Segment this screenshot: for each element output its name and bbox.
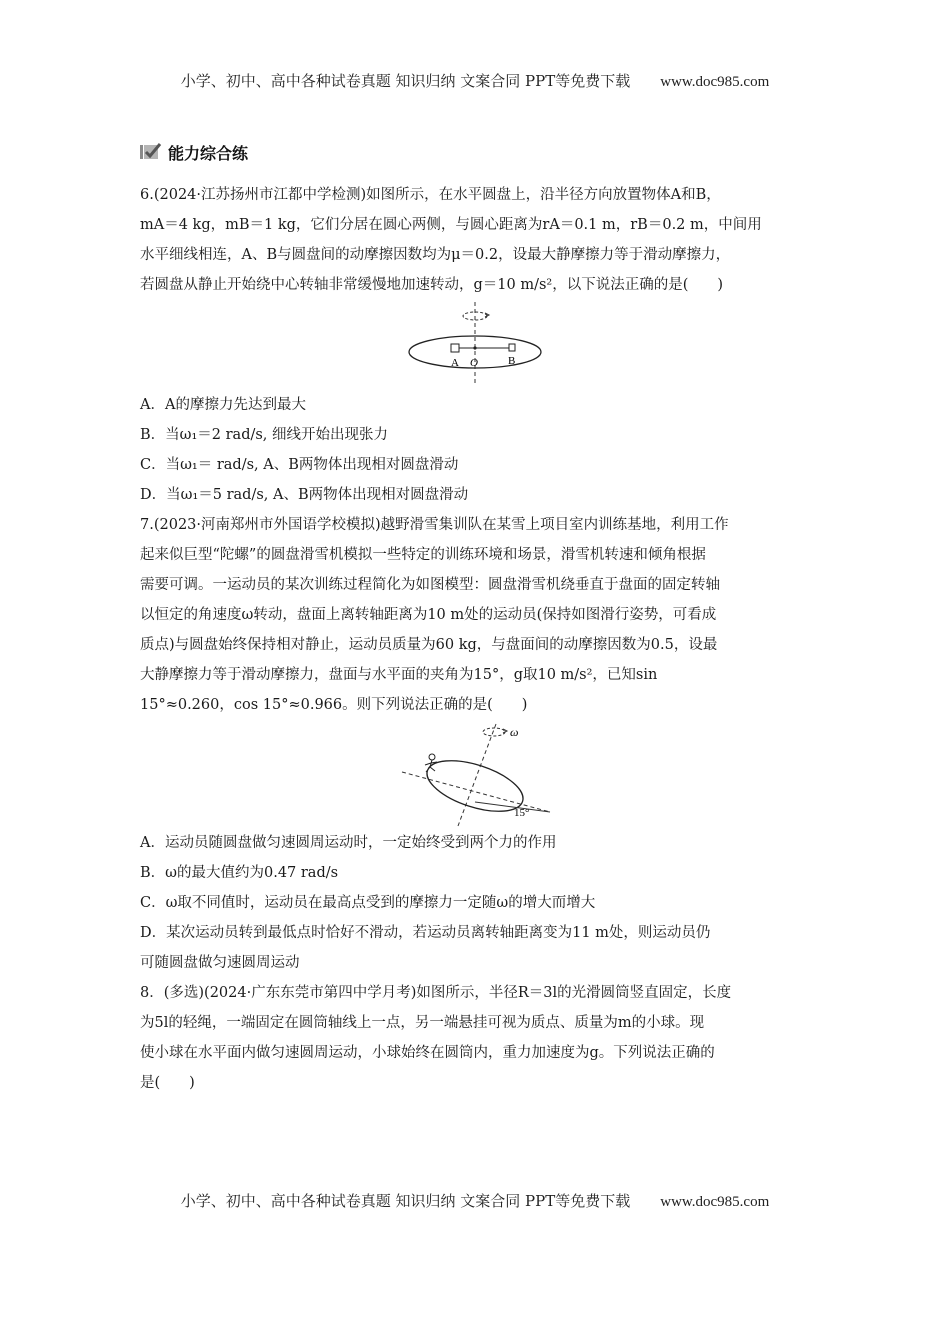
q7-stem-line: 7.(2023·河南郑州市外国语学校模拟)越野滑雪集训队在某雪上项目室内训练基地，利用工作	[140, 517, 729, 533]
center-point	[473, 346, 476, 349]
banner-text: 小学、初中、高中各种试卷真题 知识归纳 文案合同 PPT等免费下载	[180, 1192, 631, 1210]
banner-url[interactable]: www.doc985.com	[660, 74, 770, 90]
block-a	[451, 344, 459, 352]
q7-option-c: C．ω取不同值时，运动员在最高点受到的摩擦力一定随ω的增大而增大	[140, 895, 596, 911]
q6-option-a: A．A的摩擦力先达到最大	[140, 397, 306, 413]
q6-stem-line: 水平细线相连，A、B与圆盘间的动摩擦因数均为μ＝0.2，设最大静摩擦力等于滑动摩擦力，	[140, 247, 731, 263]
omega-label: ω	[510, 725, 519, 739]
question-8	[140, 978, 820, 1098]
q7-stem-line: 质点)与圆盘始终保持相对静止，运动员质量为60 kg，与盘面间的动摩擦因数为0.5，设最	[140, 637, 718, 653]
section-title: 能力综合练	[168, 143, 249, 163]
q7-stem-line: 需要可调。一运动员的某次训练过程简化为如图模型：圆盘滑雪机绕垂直于盘面的固定转轴	[140, 577, 720, 593]
q6-stem-line: 6.(2024·江苏扬州市江都中学检测)如图所示，在水平圆盘上，沿半径方向放置物体A和B，	[140, 187, 721, 203]
q7-stem-line: 大静摩擦力等于滑动摩擦力，盘面与水平面的夹角为15°，g取10 m/s²，已知sin	[140, 667, 658, 683]
q7-option-b: B．ω的最大值约为0.47 rad/s	[140, 865, 339, 881]
block-b	[509, 344, 515, 351]
ski-disk-figure	[140, 720, 820, 828]
angle-label: 15°	[514, 807, 530, 819]
checkmark-icon	[140, 142, 162, 162]
q7-stem-line: 15°≈0.260，cos 15°≈0.966。则下列说法正确的是( )	[140, 697, 528, 713]
q7-option-a: A．运动员随圆盘做匀速圆周运动时，一定始终受到两个力的作用	[140, 835, 557, 851]
q8-stem-line: 8．(多选)(2024·广东东莞市第四中学月考)如图所示，半径R＝3l的光滑圆筒竖直固定，长度	[140, 985, 732, 1001]
q8-stem-line: 为5l的轻绳，一端固定在圆筒轴线上一点，另一端悬挂可视为质点、质量为m的小球。现	[140, 1015, 705, 1031]
q7-stem-line: 起来似巨型“陀螺”的圆盘滑雪机模拟一些特定的训练环境和场景，滑雪机转速和倾角根据	[140, 547, 706, 563]
q8-stem-line: 是( )	[140, 1075, 195, 1091]
section-heading	[140, 140, 248, 164]
q6-option-d: D．当ω₁＝5 rad/s, A、B两物体出现相对圆盘滑动	[140, 487, 469, 503]
q6-option-c: C．当ω₁＝ rad/s, A、B两物体出现相对圆盘滑动	[140, 457, 459, 473]
footer-banner	[0, 1190, 950, 1211]
header-banner	[0, 70, 950, 91]
q6-stem-line: 若圆盘从静止开始绕中心转轴非常缓慢地加速转动，g＝10 m/s²，以下说法正确的是( )	[140, 277, 724, 293]
rotating-disk-figure	[140, 300, 820, 390]
q8-stem-line: 使小球在水平面内做匀速圆周运动，小球始终在圆筒内，重力加速度为g。下列说法正确的	[140, 1045, 715, 1061]
label-b: B	[508, 355, 516, 367]
omega-rotation-arrow	[483, 728, 505, 736]
q6-option-b: B．当ω₁＝2 rad/s, 细线开始出现张力	[140, 427, 389, 443]
label-o: O	[470, 357, 478, 369]
question-6	[140, 180, 820, 1098]
q6-stem-line: mA＝4 kg，mB＝1 kg，它们分居在圆心两侧，与圆心距离为rA＝0.1 m，rB＝0.2 m，中间用	[140, 217, 762, 233]
banner-url[interactable]: www.doc985.com	[660, 1194, 770, 1210]
q7-option-d: D．某次运动员转到最低点时恰好不滑动，若运动员离转轴距离变为11 m处，则运动员仍	[140, 925, 711, 941]
banner-text: 小学、初中、高中各种试卷真题 知识归纳 文案合同 PPT等免费下载	[180, 72, 631, 90]
q7-option-d-cont: 可随圆盘做匀速圆周运动	[140, 955, 300, 971]
tilted-disk	[421, 751, 529, 822]
q7-stem-line: 以恒定的角速度ω转动，盘面上离转轴距离为10 m处的运动员(保持如图滑行姿势，可看成	[140, 607, 717, 623]
question-7	[140, 510, 820, 978]
label-a: A	[451, 357, 459, 369]
